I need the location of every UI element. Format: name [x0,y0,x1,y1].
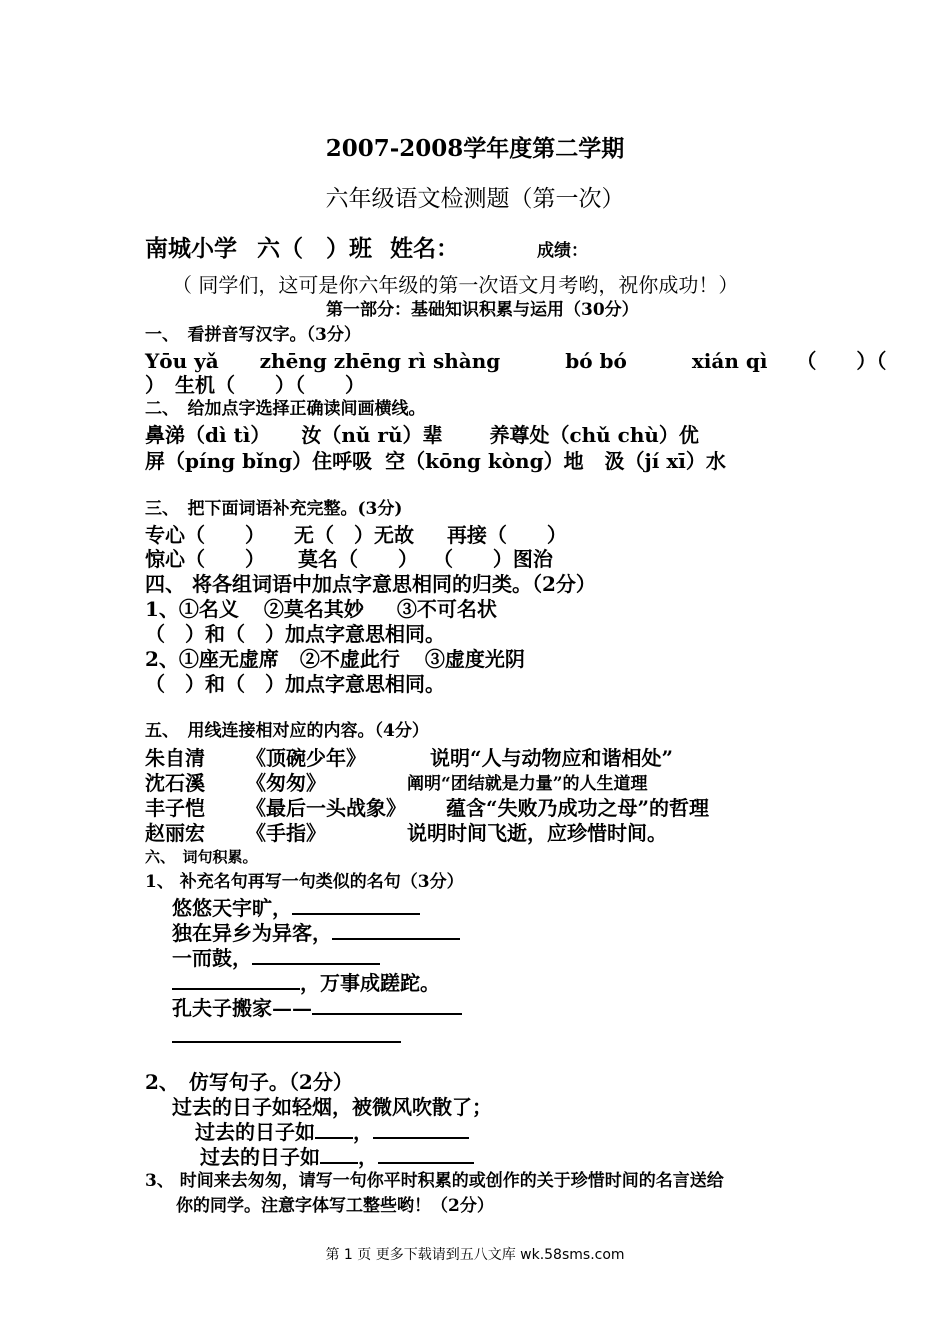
q1-pinyin-1: Yōu yǎ [145,349,219,373]
q6-s2-prefix-1: 过去的日子如 [195,1120,315,1144]
q2-item-4: 屏（píng bǐng）住呼吸 [145,449,373,473]
q1-pinyin-2: zhēng zhēng rì shàng [259,349,501,373]
q3-title: 三、 把下面词语补充完整。(3分) [145,499,403,519]
q4-group-2 [145,648,525,671]
q6-s1-text-1: 悠悠天宇旷， [172,896,292,920]
q3-item-5: 莫名（ ） [297,547,418,571]
answer-blank[interactable] [373,1136,469,1139]
page-footer: 第 1 页 更多下载请到五八文库 wk.58sms.com [325,1247,625,1263]
q6-s1-line-1 [172,897,420,920]
q5-title: 五、 用线连接相对应的内容。（4分） [145,721,429,741]
q4-answer-1: （ ）和（ ）加点字意思相同。 [145,622,445,646]
q5-meaning-2: 阐明“团结就是力量”的人生道理 [407,774,648,794]
q6-s2-line-1 [195,1121,469,1144]
q6-s2-comma-2: ， [358,1145,378,1169]
q6-s1-line-5 [172,997,462,1020]
q2-item-5: 空（kōng kòng）地 [385,449,584,473]
q3-row-2 [145,548,553,571]
q3-item-4: 惊心（ ） [145,547,265,571]
q6-s3-continuation: 你的同学。注意字体写工整些哟！（2分） [176,1196,494,1216]
answer-blank[interactable] [252,962,380,965]
q5-author-1: 朱自清 [145,746,205,770]
school-name: 南城小学 [145,235,237,262]
q3-item-1: 专心（ ） [145,523,265,547]
answer-blank[interactable] [315,1136,353,1139]
q5-work-1: 《顶碗少年》 [246,746,366,770]
q1-blanks-1: （ ）（ [796,349,887,373]
answer-blank[interactable] [292,912,420,915]
q5-author-3: 丰子恺 [145,796,205,820]
q4-title: 四、 将各组词语中加点字意思相同的归类。（2分） [145,572,596,596]
q6-s1-text-3: 一而鼓， [172,946,252,970]
answer-blank[interactable] [172,1040,401,1043]
q6-s1-text-5: 孔夫子搬家—— [172,996,312,1020]
q1-pinyin-3: bó bó [565,349,627,373]
q6-s1-line-2 [172,922,460,945]
q2-item-2: 汝（nǔ rǔ）辈 [301,423,443,447]
q5-meaning-4: 说明时间飞逝，应珍惜时间。 [407,821,667,845]
q6-s2-prefix-2: 过去的日子如 [200,1145,320,1169]
answer-blank[interactable] [332,937,460,940]
q1-title: 一、 看拼音写汉字。（3分） [145,325,361,345]
q5-author-2: 沈石溪 [145,771,205,795]
student-info-row [145,236,588,262]
q4-answer-2: （ ）和（ ）加点字意思相同。 [145,672,445,696]
q4-g1-item-3: ③不可名状 [396,597,497,621]
q2-item-1: 鼻涕（dì tì） [145,423,271,447]
q3-item-6: （ ）图治 [432,547,553,571]
q3-row-1 [145,524,567,547]
q4-g2-item-1: 2、①座无虚席 [145,647,279,671]
q4-g1-item-1: 1、①名义 [145,597,239,621]
q5-work-3: 《最后一头战象》 [246,796,406,820]
q5-meaning-3: 蕴含“失败乃成功之母”的哲理 [446,796,710,820]
q6-s2-title: 2、 仿写句子。（2分） [145,1070,353,1094]
q6-s3-title: 3、 时间来去匆匆，请写一句你平时积累的或创作的关于珍惜时间的名言送给 [145,1171,724,1191]
q6-s2-line-2 [200,1146,474,1169]
q3-item-3: 再接（ ） [446,523,567,547]
q3-item-2: 无（ ）无故 [293,523,414,547]
part1-title: 第一部分：基础知识积累与运用（30分） [326,300,639,320]
exam-subtitle: 六年级语文检测题（第一次） [325,186,625,212]
q1-pinyin-row [145,350,886,373]
q5-work-4: 《手指》 [246,821,326,845]
q6-s1-title: 1、 补充名句再写一句类似的名句（3分） [145,872,464,892]
q6-s1-text-4: ，万事成蹉跎。 [300,971,440,995]
class-field: 六（ ）班 [257,235,373,262]
q5-work-2: 《匆匆》 [246,771,326,795]
q6-s2-comma-1: ， [353,1120,373,1144]
q4-group-1 [145,598,497,621]
intro-note: （ 同学们，这可是你六年级的第一次语文月考哟，祝你成功！） [172,273,739,297]
q5-meaning-1: 说明“人与动物应和谐相处” [430,746,674,770]
q4-g2-item-3: ③虚度光阴 [424,647,525,671]
q2-item-6: 汲（jí xī）水 [604,449,726,473]
q6-s1-text-2: 独在异乡为异客， [172,921,332,945]
answer-blank[interactable] [172,987,300,990]
q1-row-2: ） 生机（ ）（ ） [145,373,365,397]
q4-g1-item-2: ②莫名其妙 [263,597,364,621]
score-label: 成绩： [537,241,589,261]
q2-row-1 [145,424,699,447]
q5-author-4: 赵丽宏 [145,821,205,845]
q6-s1-line-3 [172,947,380,970]
q6-title: 六、 词句积累。 [145,848,258,866]
q2-item-3: 养尊处（chǔ chù）优 [489,423,699,447]
q2-title: 二、 给加点字选择正确读间画横线。 [145,399,426,419]
answer-blank[interactable] [378,1161,474,1164]
exam-title: 2007-2008学年度第二学期 [325,135,625,162]
answer-blank[interactable] [312,1012,462,1015]
q6-s1-line-4 [172,972,440,995]
q6-s2-example: 过去的日子如轻烟，被微风吹散了； [172,1095,492,1119]
q4-g2-item-2: ②不虚此行 [299,647,400,671]
answer-blank[interactable] [320,1161,358,1164]
name-label: 姓名： [390,235,460,262]
q2-row-2 [145,450,726,473]
q1-pinyin-4: xián qì [691,349,768,373]
